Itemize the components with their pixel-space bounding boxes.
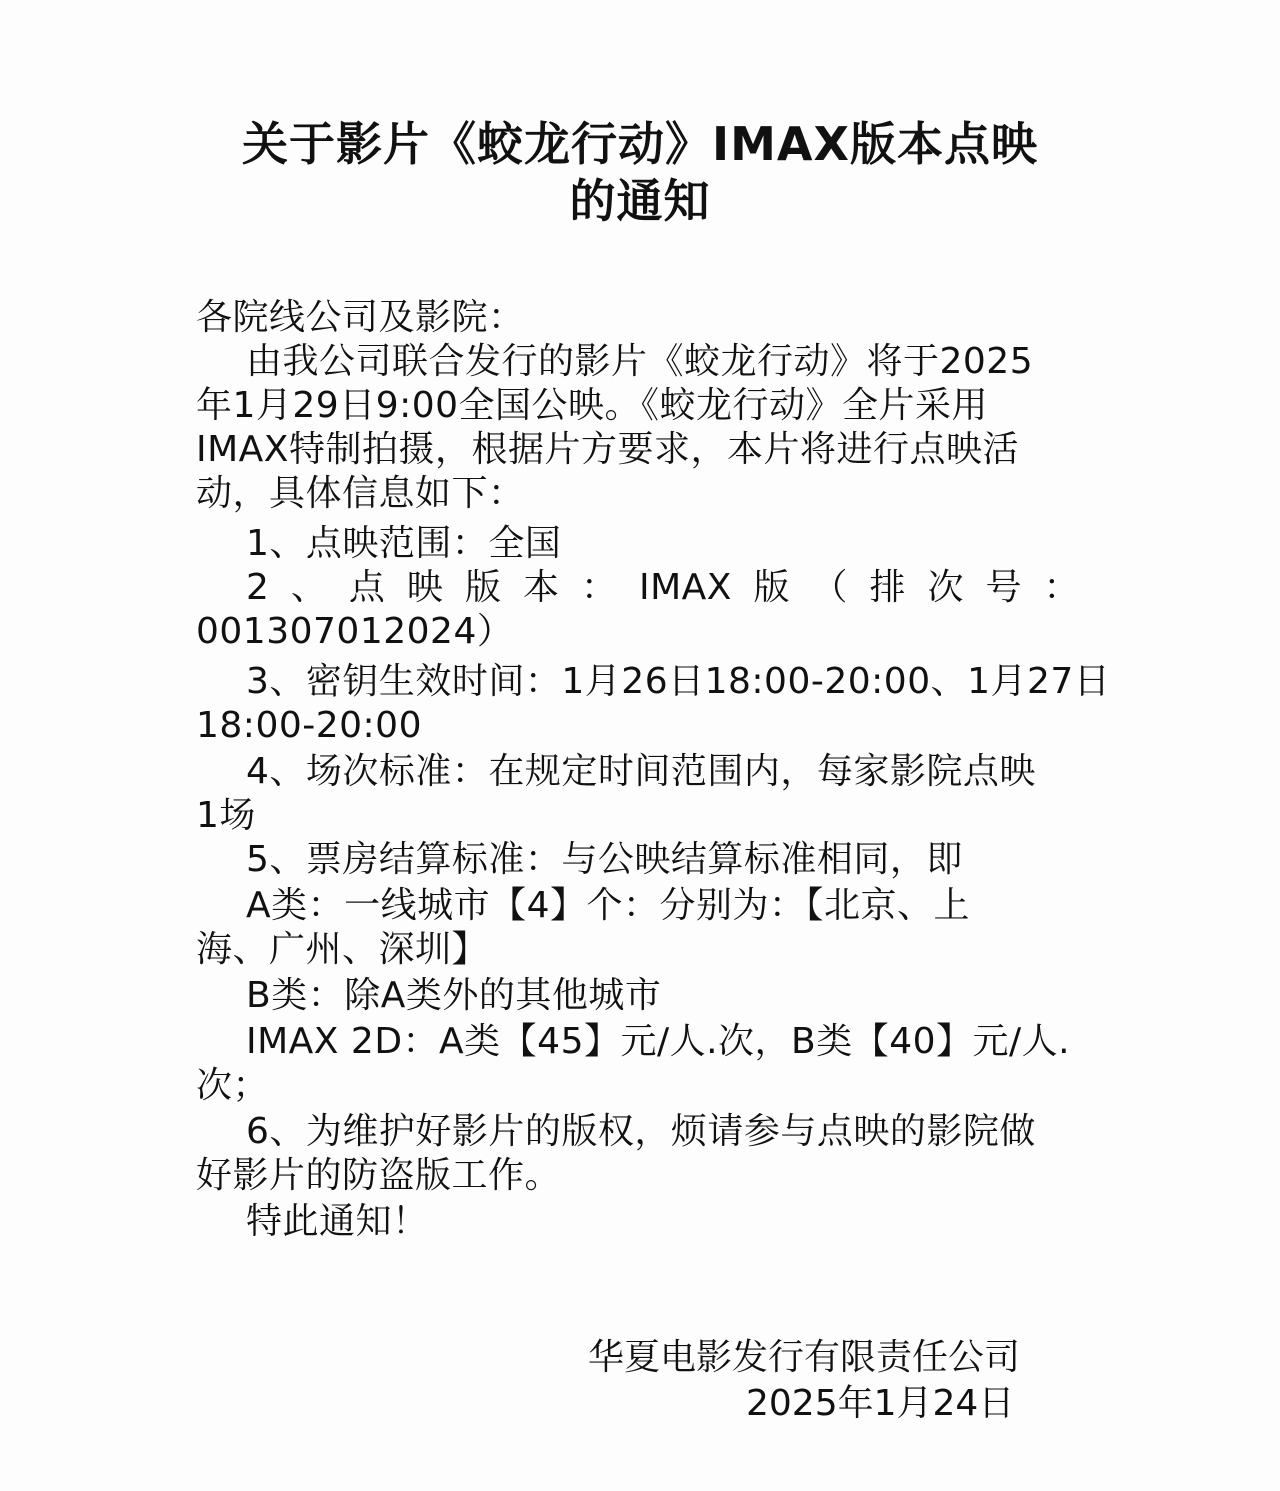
- list-item-screening-version: 2、点映版本：IMAX版（排次号：: [246, 567, 1080, 608]
- list-item-screening-version-continued: 001307012024）: [196, 611, 514, 652]
- salutation: 各院线公司及影院：: [196, 297, 525, 338]
- list-item-screening-range: 1、点映范围：全国: [246, 523, 562, 564]
- signature-company: 华夏电影发行有限责任公司: [588, 1337, 1021, 1378]
- body-paragraph-line: 年1月29日9:00全国公映。《蛟龙行动》全片采用: [196, 385, 989, 426]
- settlement-price: IMAX 2D：A类【45】元/人.次，B类【40】元/人.: [246, 1021, 1071, 1062]
- signature-date: 2025年1月24日: [746, 1383, 1015, 1424]
- settlement-class-b: B类：除A类外的其他城市: [246, 975, 662, 1016]
- body-paragraph-line: 由我公司联合发行的影片《蛟龙行动》将于2025: [246, 341, 1034, 382]
- list-item-key-validity: 3、密钥生效时间：1月26日18:00-20:00、1月27日: [246, 661, 1111, 702]
- settlement-class-a-continued: 海、广州、深圳】: [196, 929, 489, 970]
- notice-title-line-2: 的通知: [569, 174, 711, 228]
- body-paragraph-line: IMAX特制拍摄，根据片方要求，本片将进行点映活: [196, 429, 1019, 470]
- list-item-key-validity-continued: 18:00-20:00: [196, 705, 422, 746]
- list-item-settlement-standard: 5、票房结算标准：与公映结算标准相同，即: [246, 839, 963, 880]
- notice-title-line-1: 关于影片《蛟龙行动》IMAX版本点映: [242, 117, 1038, 171]
- list-item-anti-piracy: 6、为维护好影片的版权，烦请参与点映的影院做: [246, 1111, 1036, 1152]
- list-item-session-standard: 4、场次标准：在规定时间范围内，每家影院点映: [246, 751, 1036, 792]
- settlement-price-continued: 次；: [196, 1065, 270, 1106]
- list-item-anti-piracy-continued: 好影片的防盗版工作。: [196, 1155, 562, 1196]
- closing-remark: 特此通知！: [246, 1201, 429, 1242]
- body-paragraph-line: 动，具体信息如下：: [196, 473, 525, 514]
- list-item-session-standard-continued: 1场: [196, 795, 256, 836]
- settlement-class-a: A类：一线城市【4】个：分别为：【北京、上: [246, 885, 971, 926]
